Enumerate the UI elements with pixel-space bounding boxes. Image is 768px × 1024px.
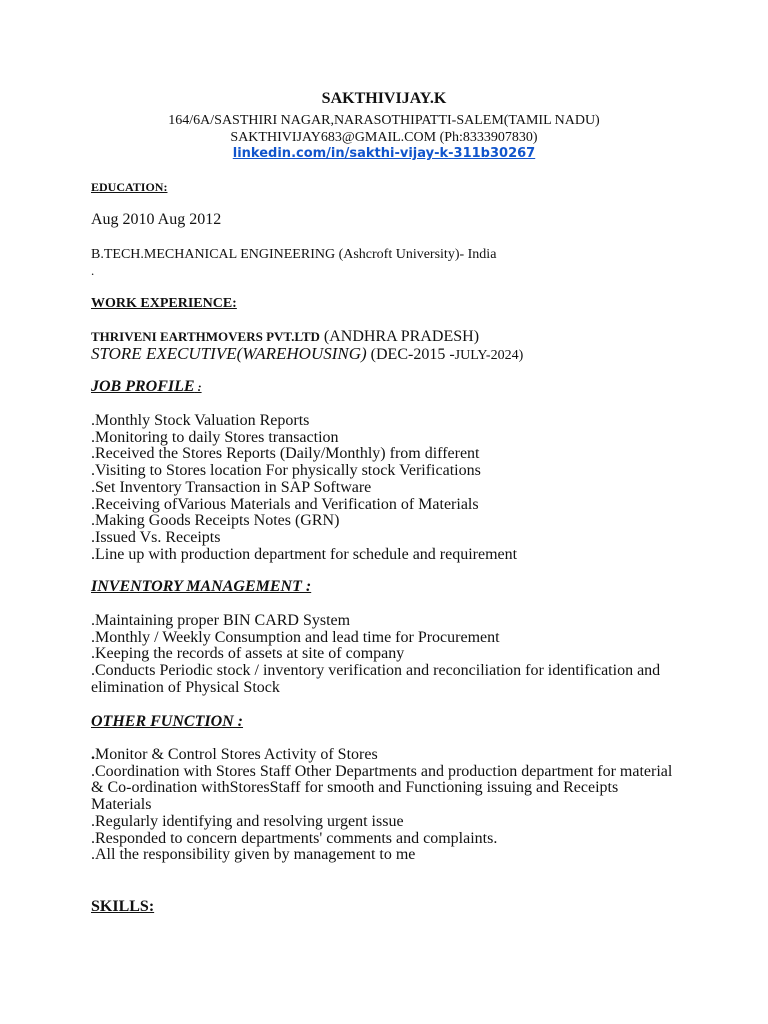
first-item-dot: . (91, 746, 95, 763)
candidate-name: SAKTHIVIJAY.K (321, 90, 447, 107)
skills-heading: SKILLS: (91, 898, 155, 915)
role-period-start: (DEC-2015 - (366, 346, 455, 363)
list-item: .Responded to concern departments' comments and complaints. (91, 829, 498, 847)
list-item: .Receiving ofVarious Materials and Verification of Materials (91, 495, 479, 513)
linkedin-link[interactable]: linkedin.com/in/sakthi-vijay-k-311b30267 (232, 146, 536, 161)
list-item (91, 747, 681, 764)
list-item: .Issued Vs. Receipts (91, 528, 221, 546)
list-item: .Keeping the records of assets at site of company (91, 645, 405, 663)
list-item: .Coordination with Stores Staff Other Departments and production department for material & Co-ordination withStoresStaff for smooth and Functioning issuing and Receipts Materials (91, 762, 673, 814)
list-item: .Monitoring to daily Stores transaction (91, 428, 339, 446)
work-experience-heading: WORK EXPERIENCE: (91, 296, 237, 311)
other-function-heading: OTHER FUNCTION : (91, 713, 244, 730)
education-dates: Aug 2010 Aug 2012 (91, 211, 222, 228)
role-period-end: JULY-2024) (454, 348, 524, 363)
contact-line: SAKTHIVIJAY683@GMAIL.COM (Ph:8333907830) (230, 130, 538, 145)
list-item: .All the responsibility given by management to me (91, 846, 416, 864)
company-name: THRIVENI EARTHMOVERS PVT.LTD (91, 329, 320, 344)
list-item: .Conducts Periodic stock / inventory verification and reconciliation for identification and elimination of Physical Stock (91, 662, 661, 696)
education-dot: . (91, 263, 95, 278)
education-heading: EDUCATION: (91, 180, 168, 194)
other-function-list (91, 747, 681, 864)
job-profile-heading-colon: : (194, 380, 202, 394)
inventory-list (91, 613, 681, 697)
role-title: STORE EXECUTIVE(WAREHOUSING) (91, 344, 367, 363)
job-profile-list (91, 413, 681, 563)
role-line (91, 344, 523, 364)
job-profile-heading (91, 378, 202, 396)
education-degree: B.TECH.MECHANICAL ENGINEERING (Ashcroft University)- India (91, 247, 497, 262)
company-location: (ANDHRA PRADESH) (319, 328, 480, 345)
list-item: .Maintaining proper BIN CARD System (91, 612, 351, 629)
list-item: .Monthly / Weekly Consumption and lead time for Procurement (91, 628, 500, 646)
list-item: .Regularly identifying and resolving urgent issue (91, 812, 404, 830)
list-item: .Received the Stores Reports (Daily/Monthly) from different (91, 445, 480, 463)
first-item-text: Monitor & Control Stores Activity of Stores (95, 746, 378, 763)
list-item: .Making Goods Receipts Notes (GRN) (91, 512, 340, 530)
list-item: .Monthly Stock Valuation Reports (91, 412, 310, 429)
list-item: .Line up with production department for schedule and requirement (91, 545, 518, 563)
list-item: .Set Inventory Transaction in SAP Software (91, 478, 372, 496)
inventory-management-heading: INVENTORY MANAGEMENT : (91, 578, 312, 595)
address-line: 164/6A/SASTHIRI NAGAR,NARASOTHIPATTI-SALEM(TAMIL NADU) (168, 113, 600, 128)
job-profile-heading-text: JOB PROFILE (91, 378, 195, 395)
list-item: .Visiting to Stores location For physically stock Verifications (91, 462, 481, 480)
